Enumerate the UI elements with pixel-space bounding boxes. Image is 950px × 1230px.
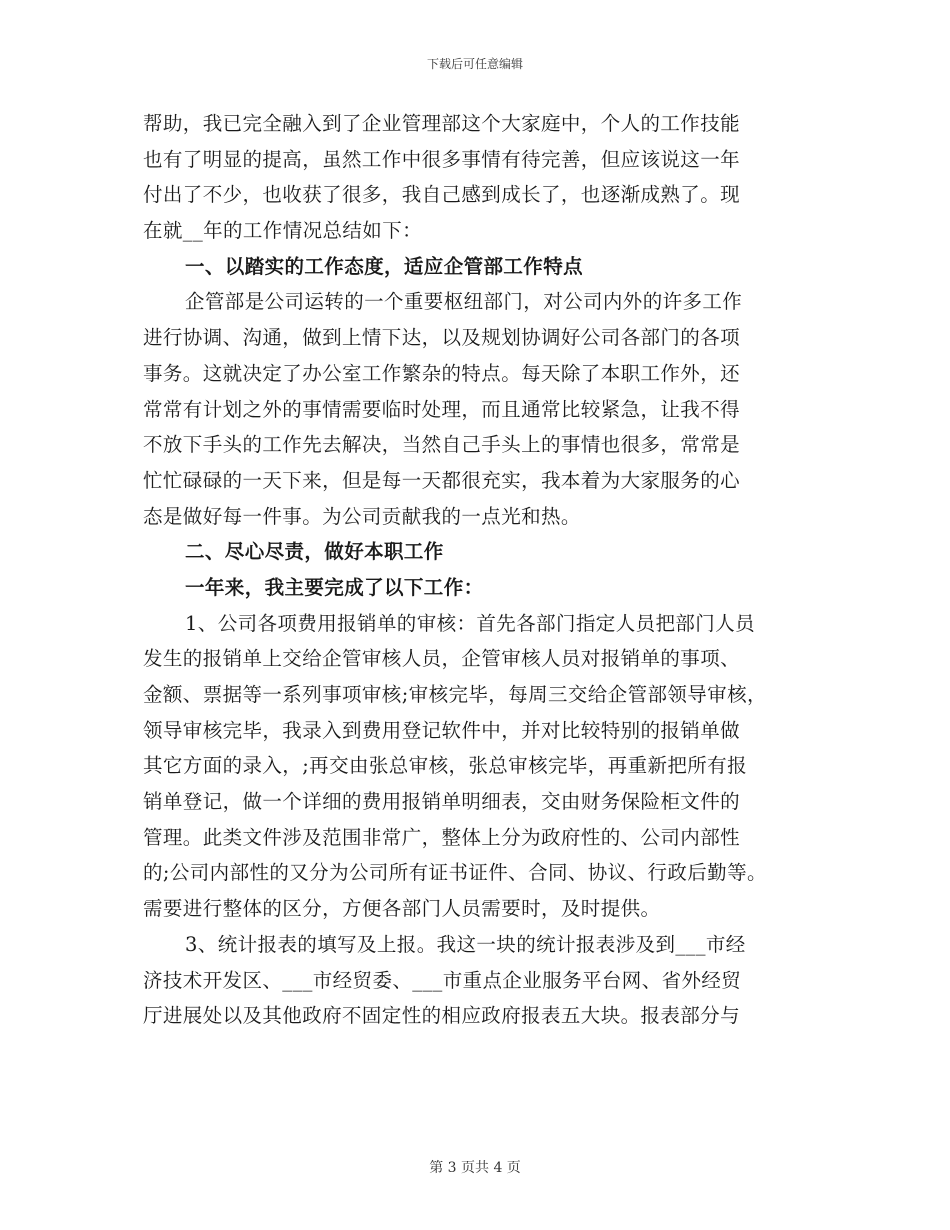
text-line: 也有了明显的提高，虽然工作中很多事情有待完善，但应该说这一年	[143, 147, 741, 171]
text-line: 付出了不少，也收获了很多，我自己感到成长了，也逐渐成熟了。现	[143, 183, 741, 207]
text-line: 态是做好每一件事。为公司贡献我的一点光和热。	[143, 504, 581, 528]
document-body	[143, 106, 823, 1034]
text-line: 企管部是公司运转的一个重要枢纽部门，对公司内外的许多工作	[185, 290, 743, 314]
page-footer: 第 3 页共 4 页	[429, 1160, 521, 1176]
text-line: 的;公司内部性的又分为公司所有证书证件、合同、协议、行政后勤等。	[143, 861, 767, 885]
text-line: 事务。这就决定了办公室工作繁杂的特点。每天除了本职工作外，还	[143, 361, 741, 385]
section-heading-1: 一、以踏实的工作态度，适应企管部工作特点	[185, 254, 584, 278]
text-line: 其它方面的录入，;再交由张总审核，张总审核完毕，再重新把所有报	[143, 754, 747, 778]
text-line: 3、统计报表的填写及上报。我这一块的统计报表涉及到___市经	[185, 932, 746, 956]
text-line: 管理。此类文件涉及范围非常广，整体上分为政府性的、公司内部性	[143, 825, 741, 849]
text-line: 进行协调、沟通，做到上情下达，以及规划协调好公司各部门的各项	[143, 326, 741, 350]
page-header: 下载后可任意编辑	[426, 57, 523, 71]
text-line: 在就__年的工作情况总结如下：	[143, 219, 423, 243]
text-line: 常常有计划之外的事情需要临时处理，而且通常比较紧急，让我不得	[143, 397, 741, 421]
text-line: 不放下手头的工作先去解决，当然自己手头上的事情也很多，常常是	[143, 433, 741, 457]
text-line: 帮助，我已完全融入到了企业管理部这个大家庭中，个人的工作技能	[143, 112, 741, 135]
text-line: 济技术开发区、___市经贸委、___市重点企业服务平台网、省外经贸	[143, 968, 742, 992]
text-line: 销单登记，做一个详细的费用报销单明细表，交由财务保险柜文件的	[143, 790, 741, 814]
text-line: 忙忙碌碌的一天下来，但是每一天都很充实，我本着为大家服务的心	[143, 468, 741, 492]
text-line: 需要进行整体的区分，方便各部门人员需要时，及时提供。	[143, 897, 661, 921]
text-line: 1、公司各项费用报销单的审核：首先各部门指定人员把部门人员	[185, 611, 756, 635]
section-heading-2: 二、尽心尽责，做好本职工作	[185, 540, 444, 564]
text-line: 领导审核完毕，我录入到费用登记软件中，并对比较特别的报销单做	[143, 718, 741, 742]
text-line: 发生的报销单上交给企管审核人员，企管审核人员对报销单的事项、	[143, 647, 741, 671]
text-line: 厅进展处以及其他政府不固定性的相应政府报表五大块。报表部分与	[143, 1004, 741, 1028]
subheading: 一年来，我主要完成了以下工作：	[185, 575, 484, 599]
text-line: 金额、票据等一系列事项审核;审核完毕，每周三交给企管部领导审核，	[143, 683, 767, 706]
